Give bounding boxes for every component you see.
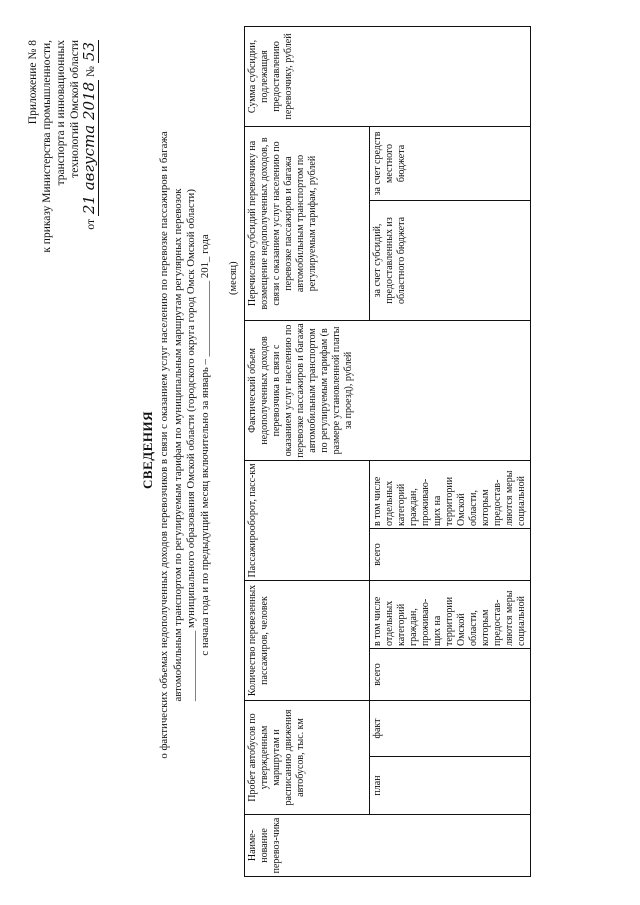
subheader-plan: план xyxy=(370,757,531,815)
date-prefix: от xyxy=(85,219,97,230)
header-passengers: Количество перевезенных пассажиров, человек xyxy=(245,580,370,700)
header-subsidy-due: Сумма субсидии, подлежащая предоставлению перевозчику, рублей xyxy=(245,26,531,126)
subtitle-line-3: _____________ муниципального образования Омской области (городского округа город Омск Омской области) xyxy=(185,189,197,701)
subheader-regional-budget: за счет субсидий, предоставленных из областного бюджета xyxy=(370,200,531,320)
month-caption: (месяц) xyxy=(228,261,239,295)
header-mileage: Пробет автобусов по утвержденным маршрутам и расписанию движения автобусов, тыс. км xyxy=(245,701,370,815)
appendix-date-line xyxy=(82,40,98,320)
subheader-turnover-incl: в том числе отдельных категорий граждан, проживаю-щих на территории Омской области, которым предостав-ляются меры социальной xyxy=(370,460,531,528)
number-prefix: № xyxy=(85,65,97,77)
header-turnover: Пассажирооборот, пасс-км xyxy=(245,460,370,580)
header-fact-volume: Фактический объем недополученных доходов перевозчика в связи с оказанием услуг населению по перевозке пассажиров и багажа автомобильным транспортом по регулируемым тарифам (в размере установленной платы за проезд), рублей xyxy=(245,320,531,460)
subheader-passengers-incl: в том числе отдельных категорий граждан, проживаю-щих на территории Омской области, которым предостав-ляются меры социальной xyxy=(370,580,531,648)
handwritten-date: 21 августа 2018 xyxy=(80,81,98,215)
subtitle-line-1: о фактических объемах недополученных доходов перевозчиков в связи с оказанием услуг населению по перевозке пассажиров и багажа xyxy=(158,131,170,759)
subheader-local-budget: за счет средств местного бюджета xyxy=(370,126,531,200)
subheader-passengers-total: всего xyxy=(370,649,531,701)
appendix-ministry-line: транспорта и инновационных xyxy=(55,40,67,186)
subtitle-line-4: с начала года и по предыдущий месяц включительно за январь – ______________ 201_ года xyxy=(198,234,211,656)
subtitle-line-2: автомобильным транспортом по регулируемым тарифам по муниципальным маршрутам регулярных перевозок xyxy=(171,188,184,702)
appendix-region-line: технологий Омской области xyxy=(69,40,81,178)
subheader-turnover-total: всего xyxy=(370,528,531,580)
header-transferred: Перечислено субсидий перевозчику на возмещение недополученных доходов, в связи с оказанием услуг населению по перевозке пассажиров и багажа автомобильным транспортом по регулируемым тарифам, рублей xyxy=(245,126,370,320)
appendix-number: Приложение № 8 xyxy=(27,40,39,125)
handwritten-number: 53 xyxy=(80,42,98,62)
appendix-order-line: к приказу Министерства промышленности, xyxy=(41,40,53,253)
appendix-header xyxy=(26,40,98,320)
header-carrier: Наиме-нование перевоз-чика xyxy=(245,815,531,877)
subheader-fact: факт xyxy=(370,701,531,757)
document-title: СВЕДЕНИЯ xyxy=(140,411,155,489)
data-table xyxy=(244,26,531,877)
document-subtitle xyxy=(158,55,212,835)
